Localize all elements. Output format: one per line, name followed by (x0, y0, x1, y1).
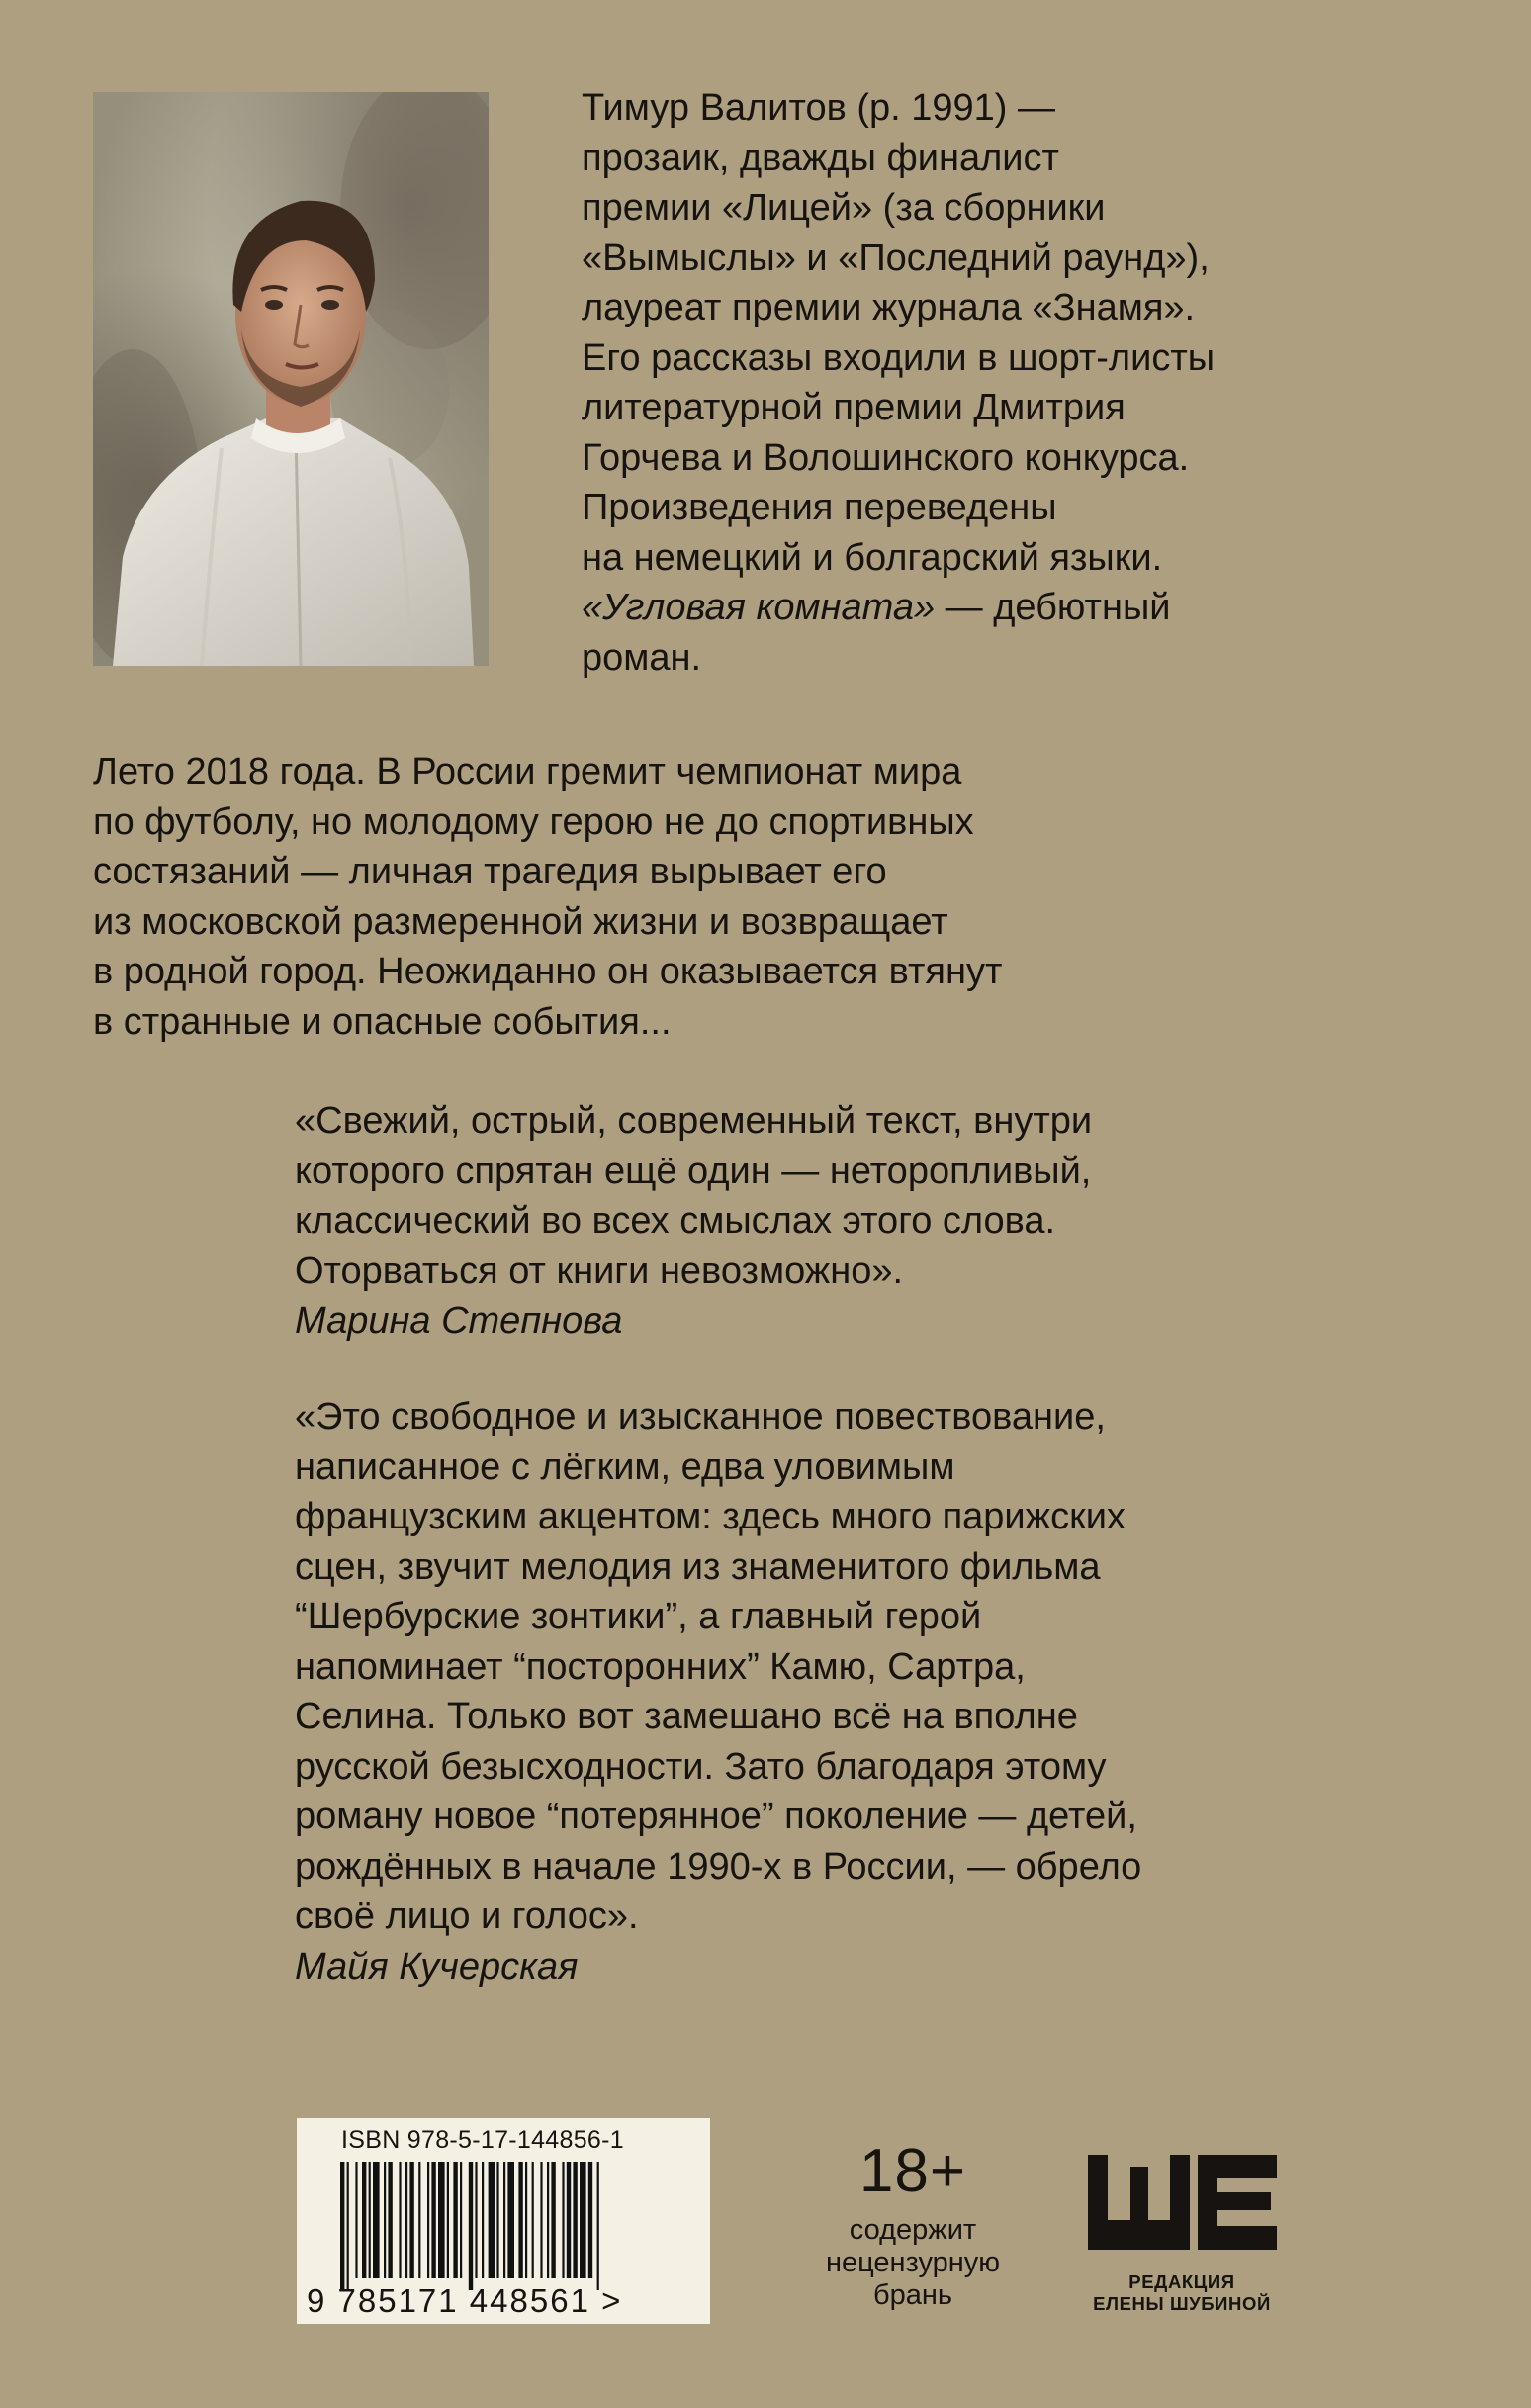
quote-line: своё лицо и голос». (295, 1896, 639, 1937)
barcode-bars-icon (340, 2162, 667, 2290)
barcode-bar (551, 2162, 555, 2278)
quote-author: Марина Степнова (295, 1300, 623, 1342)
author-photo (93, 92, 489, 666)
quote-line: которого спрятан ещё один — неторопливый, (295, 1150, 1092, 1192)
review-quote (295, 1096, 1323, 1346)
barcode-bar (580, 2162, 586, 2278)
blurb-line: состязаний — личная трагедия вырывает его (93, 851, 887, 892)
barcode-bar (355, 2162, 357, 2278)
warning-line: содержит (849, 2214, 977, 2246)
blurb-line: по футболу, но молодому герою не до спортивных (93, 800, 974, 843)
barcode-bar (418, 2162, 420, 2278)
publisher-line: ЕЛЕНЫ ШУБИНОЙ (1093, 2293, 1271, 2314)
bio-line: Тимур Валитов (р. 1991) — (582, 87, 1055, 129)
quote-author: Майя Кучерская (295, 1945, 579, 1988)
barcode-bar (399, 2162, 401, 2278)
barcode-bar (460, 2162, 462, 2278)
barcode-bar (597, 2162, 599, 2290)
quote-line: “Шербурские зонтики”, а главный герой (295, 1596, 982, 1637)
bio-line: роман. (582, 636, 702, 679)
bio-line: Его рассказы входили в шорт-листы (582, 336, 1216, 379)
author-bio (582, 83, 1313, 683)
barcode-bar (475, 2162, 477, 2278)
blurb-line: в родной город. Неожиданно он оказывается втянут (93, 951, 1003, 992)
barcode-bar (525, 2162, 527, 2278)
barcode-bar (373, 2162, 380, 2278)
quote-line: русской безысходности. Зато благодаря этому (295, 1745, 1107, 1788)
quote-line: французским акцентом: здесь много парижских (295, 1496, 1126, 1537)
barcode-bar (409, 2162, 413, 2278)
bio-line: прозаик, дважды финалист (582, 137, 1059, 179)
bio-line: лауреат премии журнала «Знамя». (582, 287, 1196, 328)
blurb-line: Лето 2018 года. В России гремит чемпионат мира (93, 751, 962, 792)
barcode-bar (496, 2162, 498, 2278)
isbn-number: ISBN 978-5-17-144856-1 (341, 2126, 624, 2154)
quote-line: «Это свободное и изысканное повествование, (295, 1396, 1106, 1437)
debut-tail: — дебютный (935, 587, 1171, 628)
barcode-bar (369, 2162, 371, 2278)
barcode-bar (469, 2162, 473, 2290)
quote-line: классический во всех смыслах этого слова. (295, 1200, 1056, 1242)
barcode-bar (388, 2162, 392, 2278)
quote-line: рождённых в начале 1990-х в России, — обрело (295, 1845, 1142, 1888)
barcode-bar (518, 2162, 522, 2278)
blurb-line: из московской размеренной жизни и возвращает (93, 900, 948, 943)
isbn-barcode (297, 2118, 710, 2324)
barcode-bar (532, 2162, 534, 2278)
bio-line: Горчева и Волошинского конкурса. (582, 436, 1190, 479)
barcode-bar (427, 2162, 429, 2278)
barcode-bar (405, 2162, 407, 2278)
barcode-bar (588, 2162, 592, 2278)
quote-line: напоминает “посторонних” Камю, Сартра, (295, 1645, 1026, 1688)
book-blurb (93, 747, 1181, 1047)
publisher-logo (1083, 2149, 1281, 2315)
quote-line: сцен, звучит мелодия из знаменитого фильма (295, 1545, 1101, 1588)
age-rating (799, 2137, 1027, 2312)
barcode-bar (347, 2162, 349, 2290)
content-warning (799, 2214, 1027, 2312)
barcode-bar (384, 2162, 386, 2278)
barcode-bar (453, 2162, 457, 2278)
bio-line: литературной премии Дмитрия (582, 387, 1126, 428)
bio-debut-line (582, 583, 1313, 633)
barcode-bar (438, 2162, 445, 2278)
barcode-bar (431, 2162, 435, 2278)
publisher-line: РЕДАКЦИЯ (1128, 2271, 1235, 2292)
quote-line: Селина. Только вот замешано всё на вполне (295, 1696, 1078, 1737)
barcode-bar (540, 2162, 542, 2278)
blurb-line: в странные и опасные события... (93, 1000, 672, 1043)
publisher-logo-icon (1083, 2149, 1281, 2256)
bio-line: премии «Лицей» (за сборники (582, 187, 1106, 229)
book-title: «Угловая комната» (582, 587, 936, 628)
barcode-bar (482, 2162, 484, 2278)
warning-line: брань (873, 2279, 952, 2311)
barcode-digits: 9 785171 448561 > (307, 2282, 623, 2319)
barcode-bar (340, 2162, 344, 2290)
barcode-bar (503, 2162, 505, 2278)
bio-line: «Вымыслы» и «Последний раунд»), (582, 236, 1210, 279)
barcode-bar (362, 2162, 366, 2278)
barcode-bar (567, 2162, 571, 2278)
bio-line: на немецкий и болгарский языки. (582, 536, 1163, 579)
warning-line: нецензурную (825, 2247, 1001, 2278)
quote-line: написанное с лёгким, едва уловимым (295, 1445, 955, 1488)
bio-line: Произведения переведены (582, 487, 1057, 528)
quote-line: роману новое “потерянное” поколение — детей, (295, 1796, 1137, 1837)
review-quote (295, 1392, 1323, 1991)
barcode-bar (573, 2162, 577, 2278)
quote-line: «Свежий, острый, современный текст, внутри (295, 1100, 1093, 1142)
author-portrait-icon (93, 92, 489, 666)
barcode-bar (562, 2162, 564, 2278)
barcode-bar (489, 2162, 495, 2278)
barcode-bar (507, 2162, 514, 2278)
barcode-bar (547, 2162, 549, 2278)
age-rating-value: 18+ (858, 2137, 967, 2205)
quote-line: Оторваться от книги невозможно». (295, 1250, 904, 1292)
barcode-bar (447, 2162, 449, 2278)
